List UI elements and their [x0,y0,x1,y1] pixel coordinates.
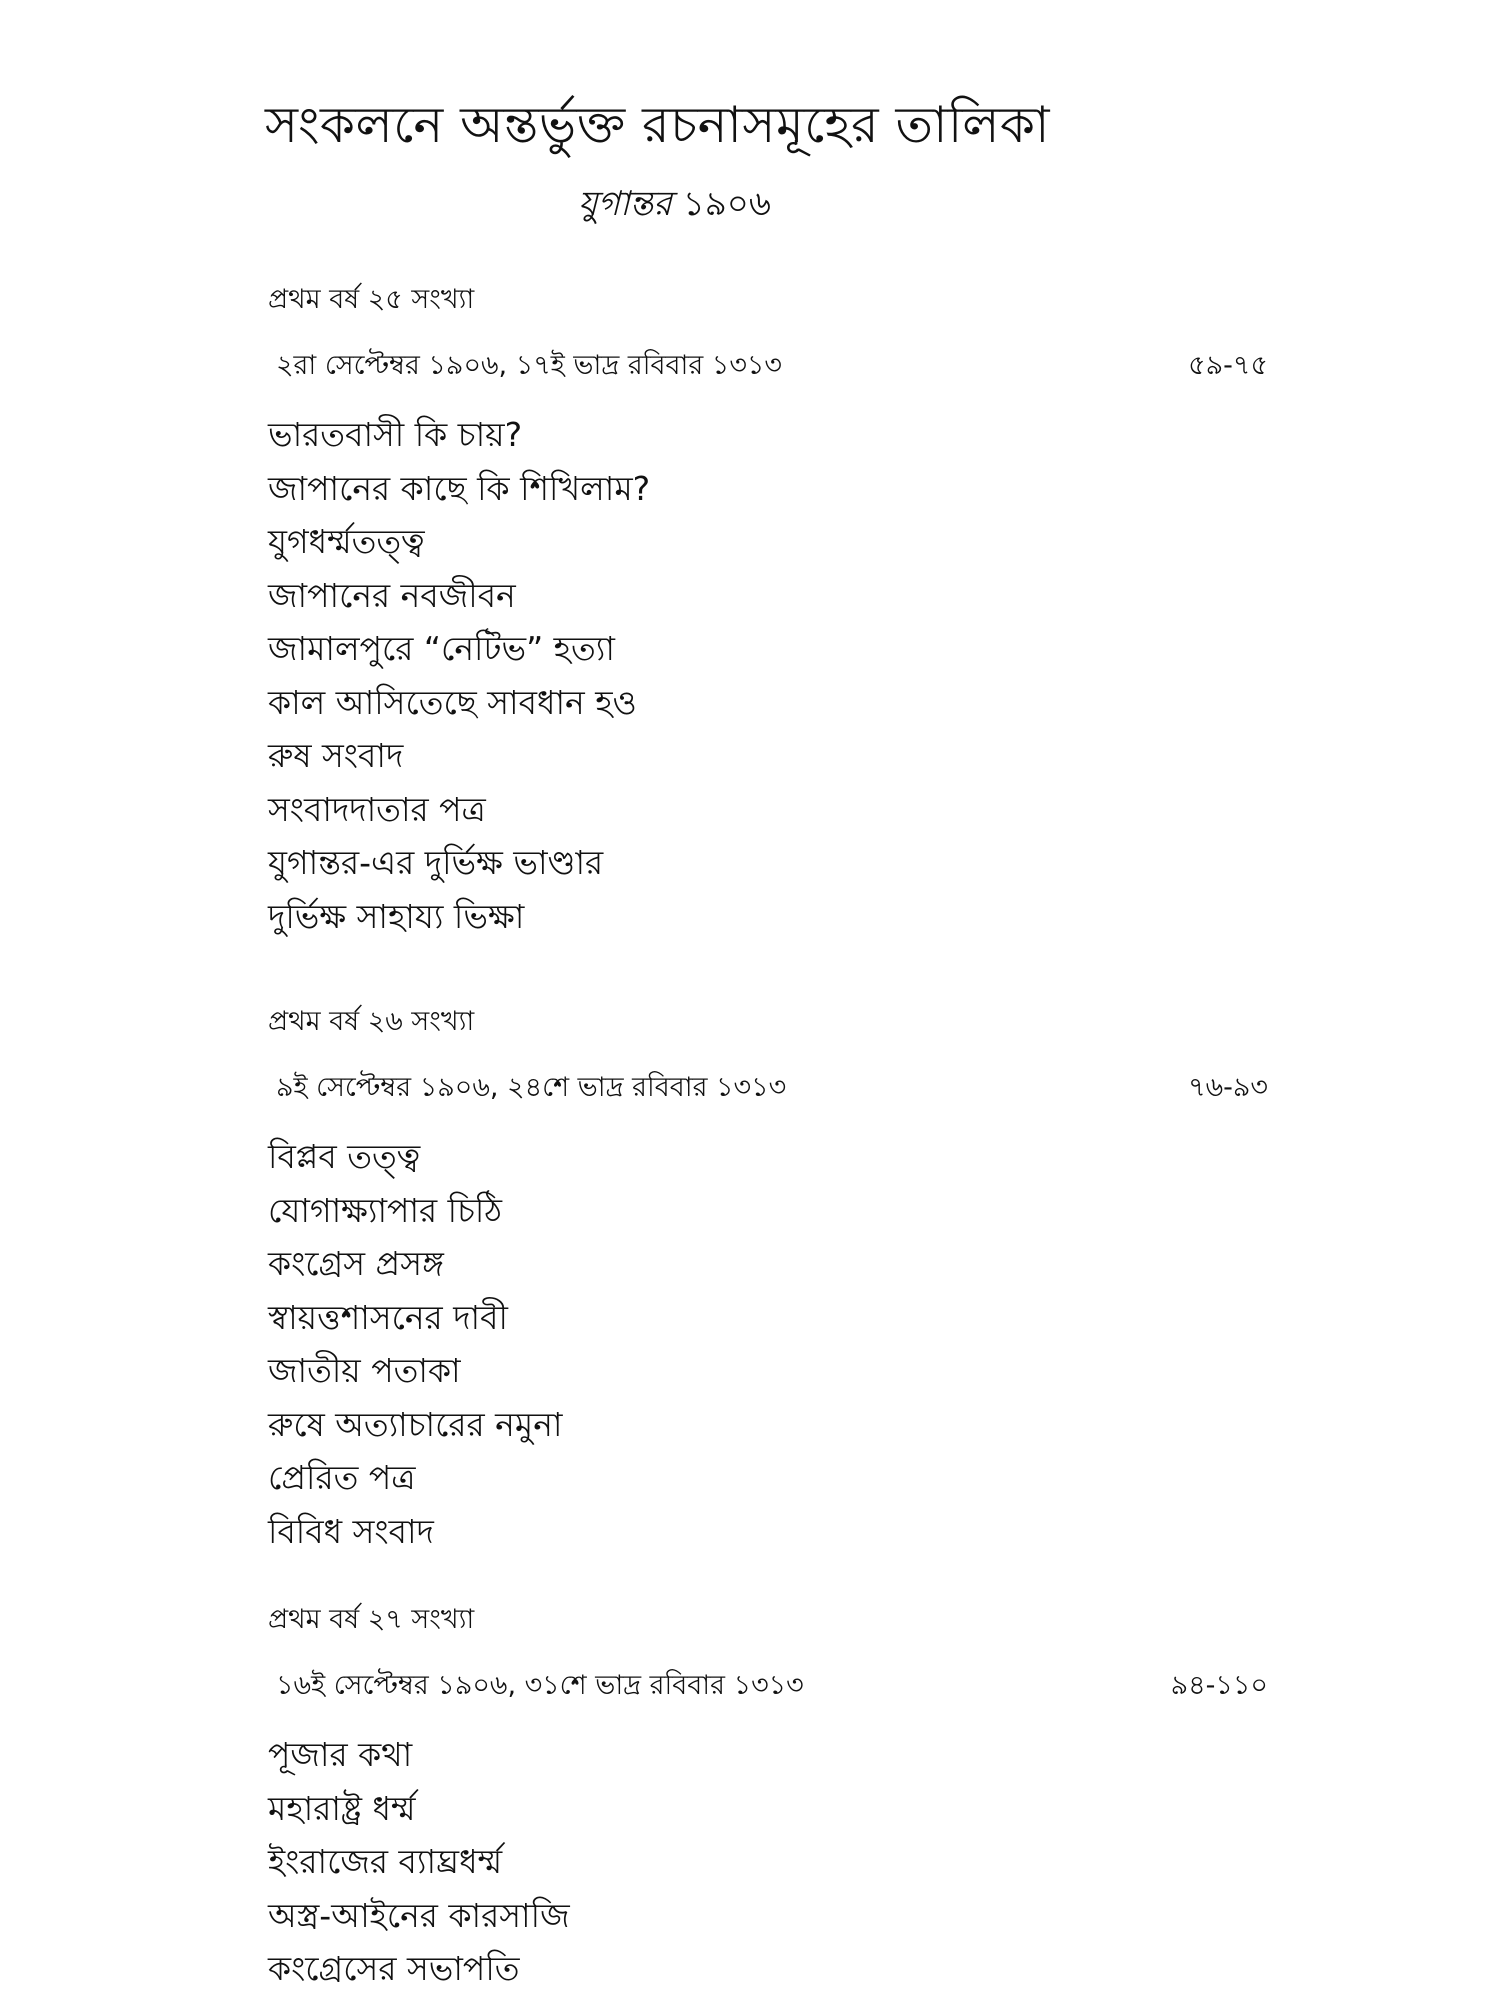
issue-date: ১৬ই সেপ্টেম্বর ১৯০৬, ৩১শে ভাদ্র রবিবার ১৩১৩ [276,1670,804,1701]
article-item: স্বায়ত্তশাসনের দাবী [268,1297,508,1337]
article-item: বিবিধ সংবাদ [268,1511,434,1551]
article-item: সংবাদদাতার পত্র [268,789,486,829]
article-item: ইংরাজের ব্যাঘ্রধর্ম্ম [268,1842,503,1881]
article-item: দুর্ভিক্ষ সাহায্য ভিক্ষা [268,896,525,936]
article-item: কংগ্রেস প্রসঙ্গ [268,1244,444,1283]
article-item: যুগধর্ম্মতত্ত্ব [268,522,425,561]
page-range: ৫৯-৭৫ [1188,350,1268,381]
page-range: ৭৬-৯৩ [1188,1072,1268,1103]
journal-name: যুগান্তর [578,184,672,224]
issue-heading: প্রথম বর্ষ ২৭ সংখ্যা [268,1604,475,1635]
issue-section-27 [268,1602,1268,1996]
article-item: কংগ্রেসের সভাপতি [268,1949,520,1988]
article-item: রুষে অত্যাচারের নমুনা [268,1404,563,1444]
article-item: কাল আসিতেছে সাবধান হও [268,682,637,722]
issue-section-25 [268,282,1268,943]
issue-date: ৯ই সেপ্টেম্বর ১৯০৬, ২৪শে ভাদ্র রবিবার ১৩১৩ [276,1072,787,1103]
article-list [268,408,1268,943]
article-list [268,1130,1268,1558]
article-item: প্রেরিত পত্র [268,1458,416,1497]
issue-section-26 [268,1004,1268,1558]
issue-dateline [268,348,1268,384]
article-item: জাতীয় পতাকা [268,1351,461,1390]
issue-date: ২রা সেপ্টেম্বর ১৯০৬, ১৭ই ভাদ্র রবিবার ১৩১৩ [276,350,782,381]
article-item: জাপানের কাছে কি শিখিলাম? [268,468,651,508]
article-item: অস্ত্র-আইনের কারসাজি [268,1895,570,1935]
page-range: ৯৪-১১০ [1170,1670,1268,1701]
journal-year: ১৯০৬ [682,184,772,224]
article-item: যোগাক্ষ্যাপার চিঠি [268,1190,502,1230]
article-item: যুগান্তর-এর দুর্ভিক্ষ ভাণ্ডার [268,843,604,882]
issue-dateline [268,1070,1268,1106]
article-list [268,1728,1268,1996]
article-item: মহারাষ্ট্র ধর্ম্ম [268,1788,416,1828]
article-item: পূজার কথা [268,1735,413,1774]
issue-heading: প্রথম বর্ষ ২৬ সংখ্যা [268,1006,475,1037]
article-item: বিপ্লব তত্ত্ব [268,1137,421,1176]
page-title: সংকলনে অন্তর্ভুক্ত রচনাসমূহের তালিকা [265,96,1051,154]
article-item: জাপানের নবজীবন [268,575,516,615]
article-item: জামালপুরে “নেটিভ” হত্যা [268,629,615,668]
article-item: রুষ সংবাদ [268,736,404,775]
issue-dateline [268,1668,1268,1704]
issue-heading: প্রথম বর্ষ ২৫ সংখ্যা [268,284,475,315]
page-subtitle [578,180,771,228]
article-item: ভারতবাসী কি চায়? [268,415,523,454]
